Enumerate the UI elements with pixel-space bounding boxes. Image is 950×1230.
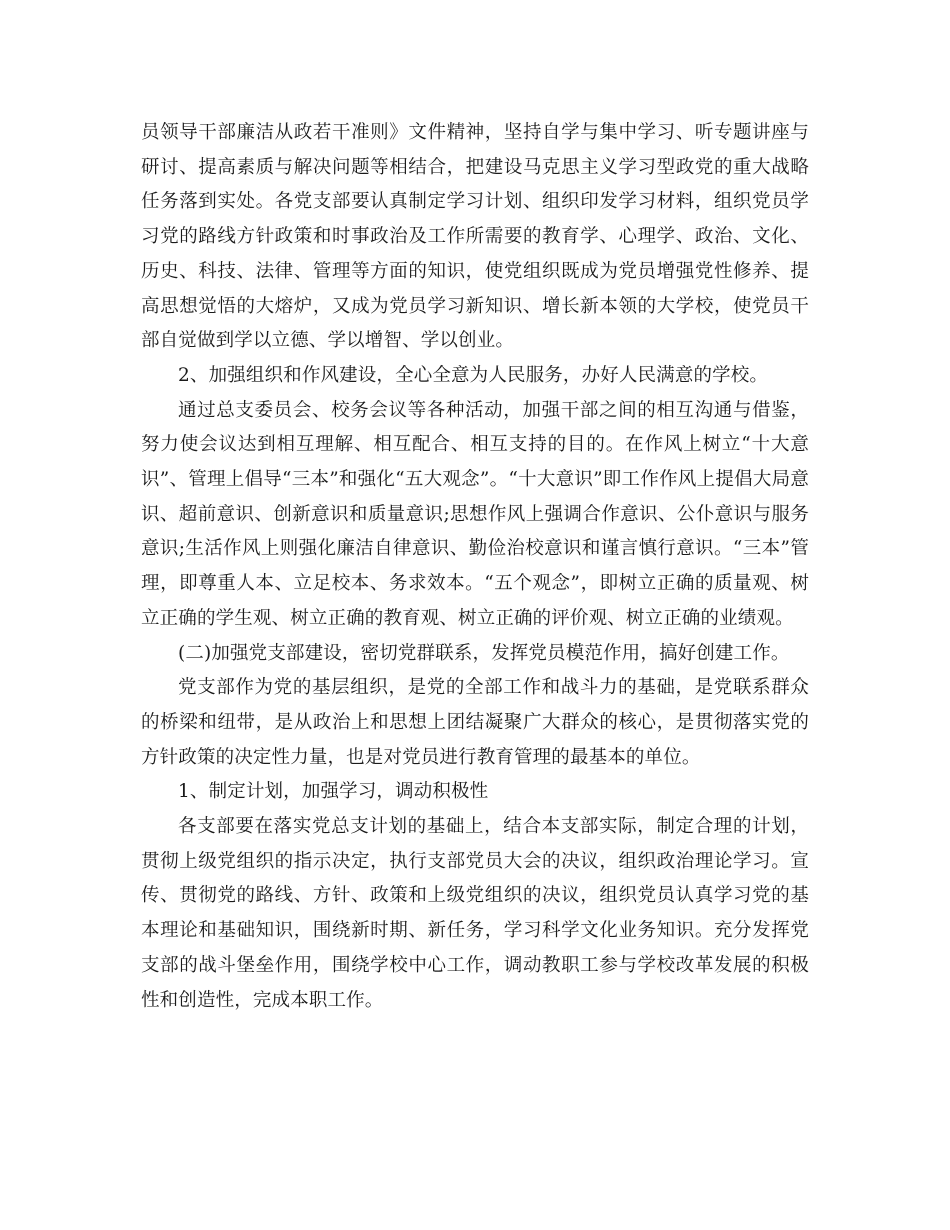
paragraph-ten-awareness: 通过总支委员会、校务会议等各种活动，加强干部之间的相互沟通与借鉴，努力使会议达到相互理解、相互配合、相互支持的目的。在作风上树立“十大意识”、管理上倡导“三本”和强化“五大观念”。“十大意识”即工作作风上提倡大局意识、超前意识、创新意识和质量意识;思想作风上强调合作意识、公仆意识与服务意识;生活作风上则强化廉洁自律意识、勤俭治校意识和谨言慎行意识。“三本”管理，即尊重人本、立足校本、务求效本。“五个观念”，即树立正确的质量观、树立正确的学生观、树立正确的教育观、树立正确的评价观、树立正确的业绩观。 xyxy=(141,399,809,629)
heading-organization-style: 2、加强组织和作风建设，全心全意为人民服务，办好人民满意的学校。 xyxy=(178,364,769,386)
paragraph-study-continuation: 员领导干部廉洁从政若干准则》文件精神，坚持自学与集中学习、听专题讲座与研讨、提高素质与解决问题等相结合，把建设马克思主义学习型政党的重大战略任务落到实处。各党支部要认真制定学习计划、组织印发学习材料，组织党员学习党的路线方针政策和时事政治及工作所需要的教育学、心理学、政治、文化、历史、科技、法律、管理等方面的知识，使党组织既成为党员增强党性修养、提高思想觉悟的大熔炉，又成为党员学习新知识、增长新本领的大学校，使党员干部自觉做到学以立德、学以增智、学以创业。 xyxy=(141,122,809,352)
heading-party-branch-building: (二)加强党支部建设，密切党群联系，发挥党员模范作用，搞好创建工作。 xyxy=(178,642,790,664)
document-body xyxy=(141,116,809,1018)
heading-make-plans: 1、制定计划，加强学习，调动积极性 xyxy=(178,781,489,803)
paragraph-branch-plans: 各支部要在落实党总支计划的基础上，结合本支部实际，制定合理的计划，贯彻上级党组织的指示决定，执行支部党员大会的决议，组织政治理论学习。宣传、贯彻党的路线、方针、政策和上级党组织的决议，组织党员认真学习党的基本理论和基础知识，围绕新时期、新任务，学习科学文化业务知识。充分发挥党支部的战斗堡垒作用，围绕学校中心工作，调动教职工参与学校改革发展的积极性和创造性，完成本职工作。 xyxy=(141,816,809,1011)
paragraph-party-branch-role: 党支部作为党的基层组织，是党的全部工作和战斗力的基础，是党联系群众的桥梁和纽带，是从政治上和思想上团结凝聚广大群众的核心，是贯彻落实党的方针政策的决定性力量，也是对党员进行教育管理的最基本的单位。 xyxy=(141,677,809,768)
